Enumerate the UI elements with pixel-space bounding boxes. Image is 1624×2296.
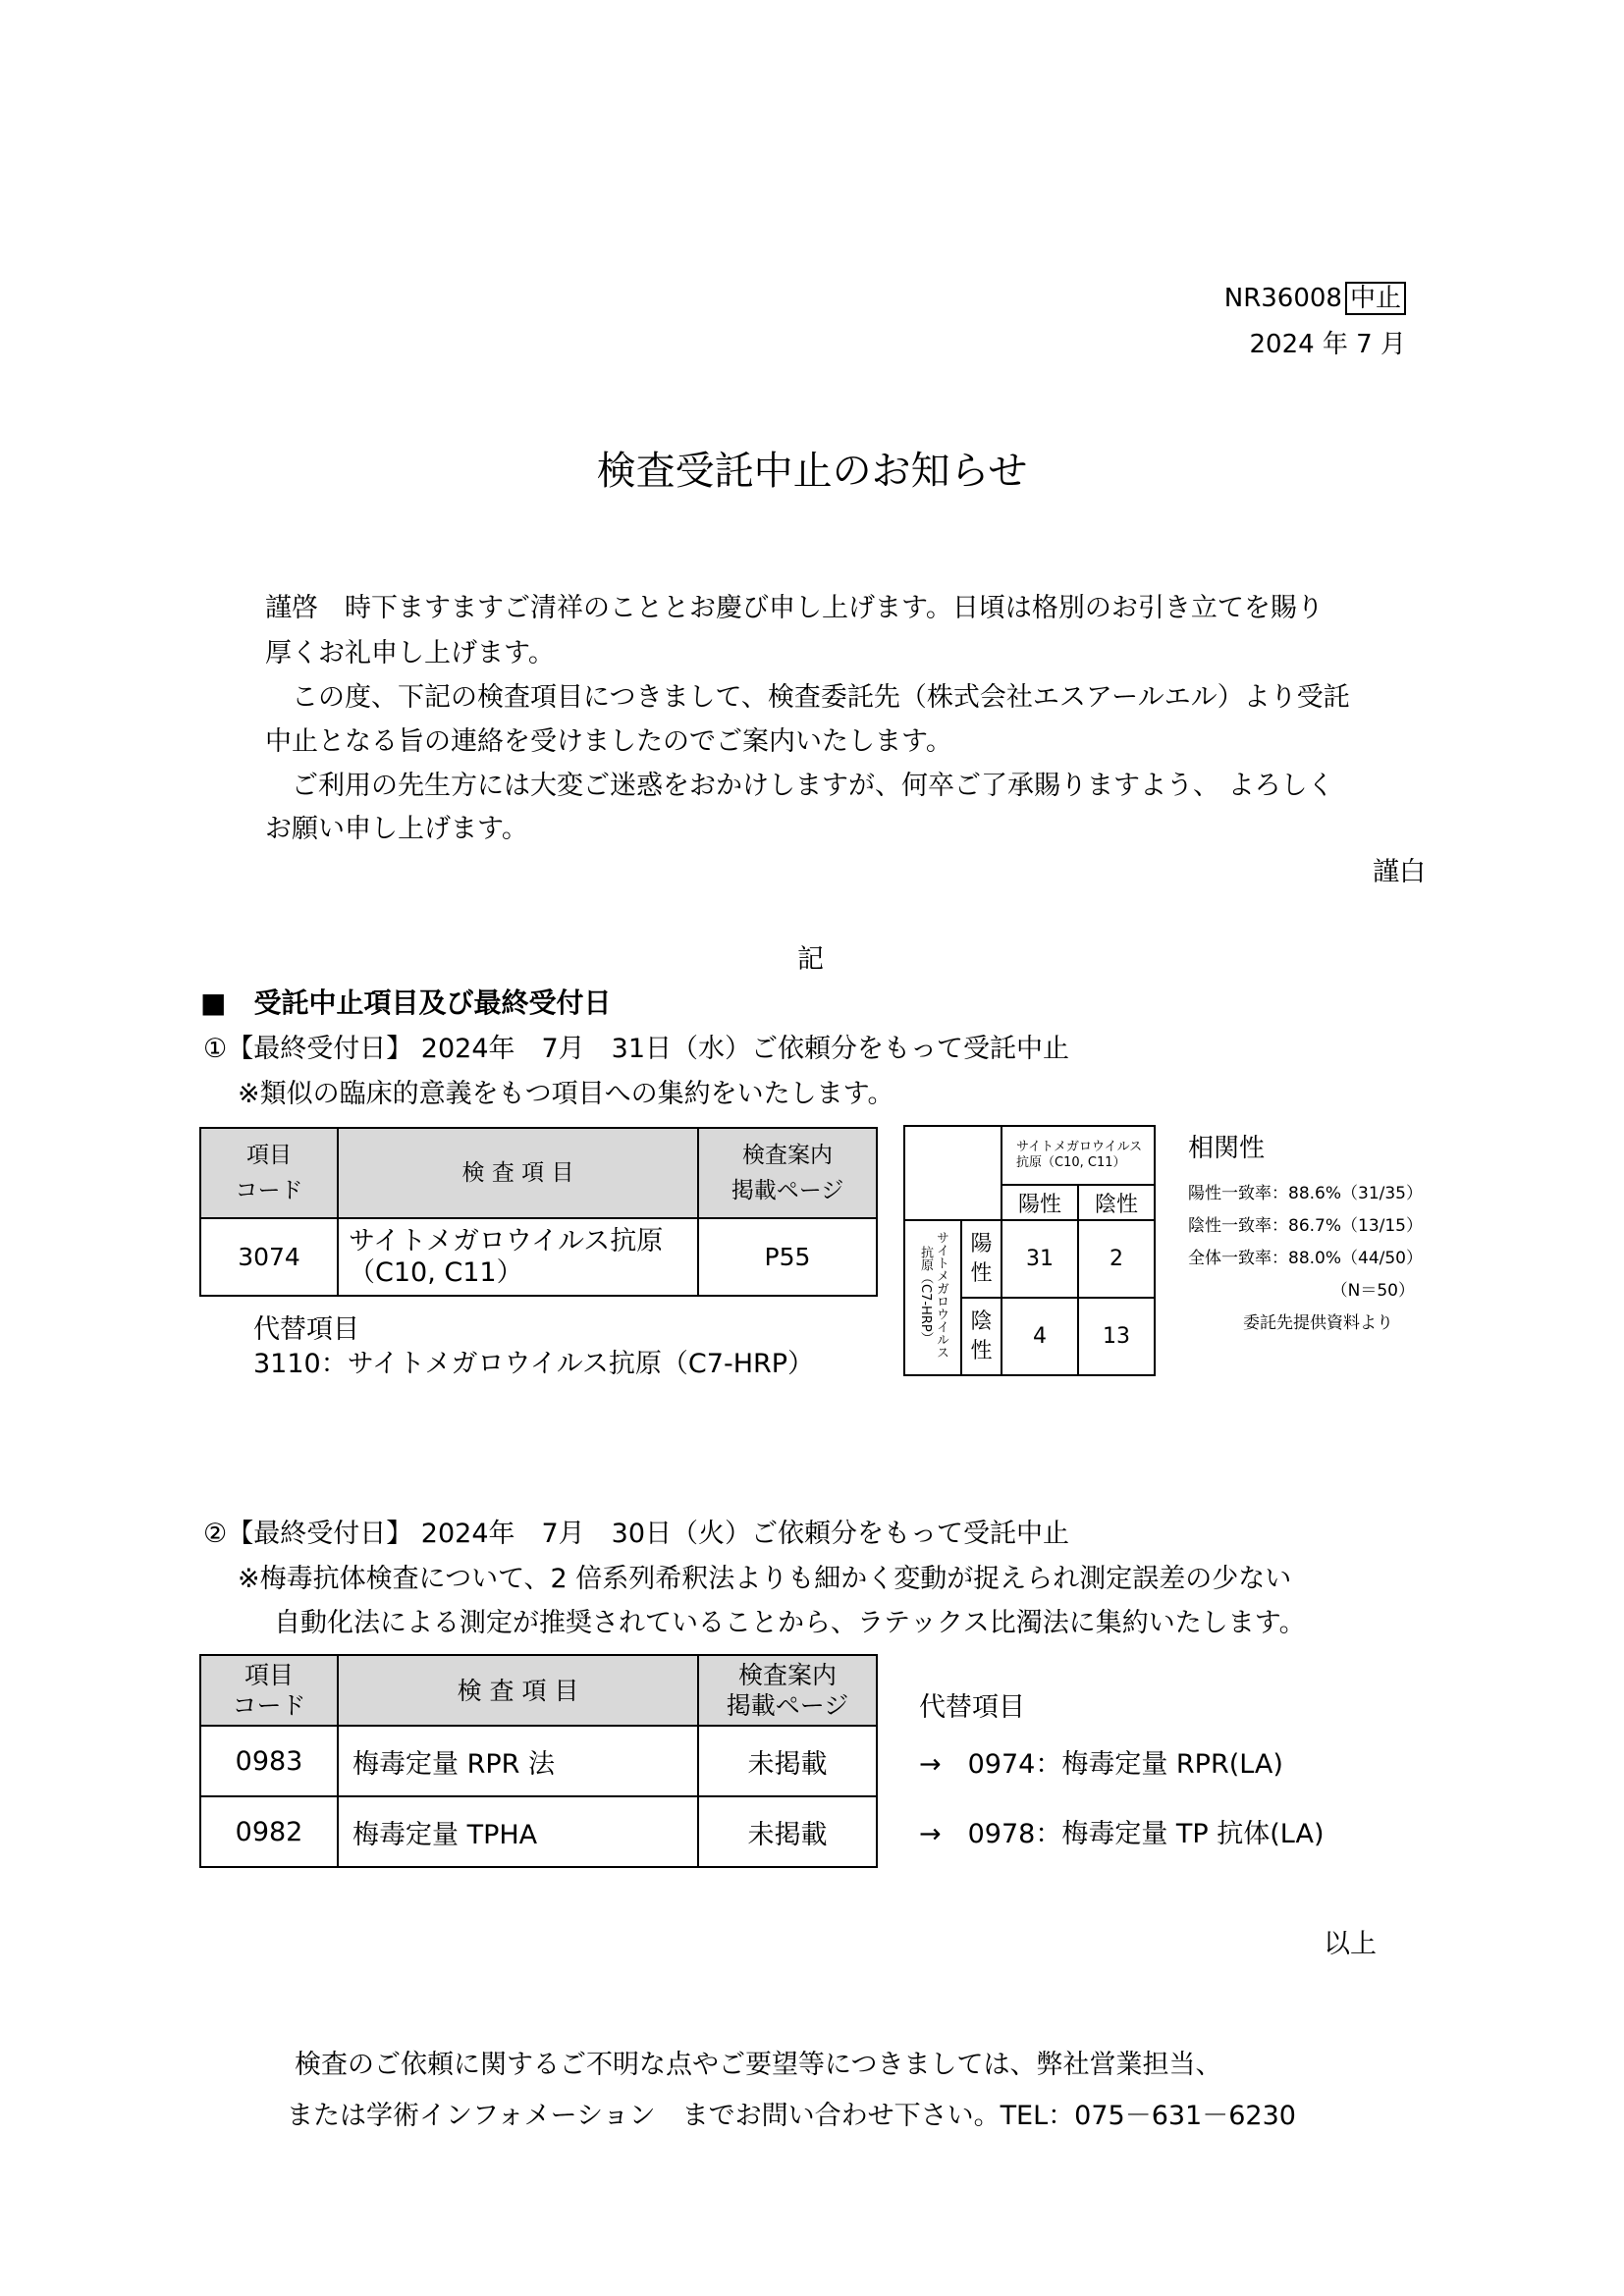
item2-table	[199, 1654, 878, 1868]
ijou-mark: 以上	[1324, 1929, 1377, 1959]
intro-line: この度、下記の検査項目につきまして、検査委託先（株式会社エスアールエル）より受託	[265, 682, 1350, 713]
table-row	[200, 1218, 877, 1296]
stats-total-agree: 全体一致率：88.0%（44/50）	[1188, 1249, 1423, 1268]
item2-alt-label: 代替項目	[919, 1692, 1025, 1723]
corr-cell-pn: 2	[1078, 1220, 1155, 1298]
correlation-table	[903, 1125, 1156, 1376]
col-header-code: 項目 コード	[200, 1655, 338, 1726]
contact-line1: 検査のご依頼に関するご不明な点やご要望等につきましては、弊社営業担当、	[295, 2050, 1222, 2080]
table-row	[200, 1796, 877, 1867]
col-header-page: 検査案内 掲載ページ	[698, 1128, 877, 1218]
corr-corner	[904, 1126, 1001, 1220]
corr-cell-pp: 31	[1001, 1220, 1078, 1298]
item-code: 3074	[200, 1218, 338, 1296]
ki-mark: 記	[797, 944, 824, 975]
item2-alt-0983: → 0974：梅毒定量 RPR(LA)	[919, 1749, 1283, 1780]
corr-pos-col: 陽性	[1001, 1185, 1078, 1220]
item-code: 0983	[200, 1726, 338, 1796]
item-page: P55	[698, 1218, 877, 1296]
item1-table	[199, 1127, 878, 1297]
item1-alt-item: 3110：サイトメガロウイルス抗原（C7-HRP）	[253, 1349, 815, 1379]
intro-line: 厚くお礼申し上げます。	[265, 638, 555, 668]
item-name: 梅毒定量 TPHA	[338, 1796, 698, 1867]
stats-source: 委託先提供資料より	[1243, 1313, 1393, 1333]
corr-neg-row: 陰 性	[961, 1298, 1001, 1375]
col-header-page: 検査案内 掲載ページ	[698, 1655, 877, 1726]
corr-col-header: サイトメガロウイルス 抗原（C10, C11）	[1001, 1126, 1155, 1185]
intro-line: 謹啓 時下ますますご清祥のこととお慶び申し上げます。日頃は格別のお引き立てを賜り	[265, 593, 1324, 623]
status-badge: 中止	[1345, 282, 1406, 315]
stats-pos-agree: 陽性一致率：88.6%（31/35）	[1188, 1184, 1423, 1203]
item2-deadline: ②【最終受付日】 2024年 7月 30日（火）ご依頼分をもって受託中止	[203, 1519, 1070, 1549]
intro-line: お願い申し上げます。	[265, 814, 528, 844]
intro-line: 中止となる旨の連絡を受けましたのでご案内いたします。	[265, 726, 952, 757]
corr-row-header: サイトメガロウイルス 抗原（C7-HRP）	[904, 1220, 961, 1375]
item1-deadline: ①【最終受付日】 2024年 7月 31日（水）ご依頼分をもって受託中止	[203, 1034, 1070, 1064]
stats-n: （N＝50）	[1330, 1281, 1415, 1301]
item2-note-line2: 自動化法による測定が推奨されていることから、ラテックス比濁法に集約いたします。	[274, 1608, 1306, 1638]
col-header-item: 検 査 項 目	[338, 1128, 698, 1218]
col-header-item: 検 査 項 目	[338, 1655, 698, 1726]
col-header-code: 項目 コード	[200, 1128, 338, 1218]
document-code: NR36008 中止	[1224, 278, 1406, 314]
item-code: 0982	[200, 1796, 338, 1867]
table-row	[200, 1726, 877, 1796]
closing-word: 謹白	[1373, 857, 1426, 887]
stats-neg-agree: 陰性一致率：86.7%（13/15）	[1188, 1216, 1423, 1236]
intro-line: ご利用の先生方には大変ご迷惑をおかけしますが、何卒ご了承賜りますよう、 よろしく	[265, 771, 1334, 801]
corr-neg-col: 陰性	[1078, 1185, 1155, 1220]
corr-pos-row: 陽 性	[961, 1220, 1001, 1298]
document-date: 2024 年 7 月	[1249, 330, 1406, 359]
contact-line2: または学術インフォメーション までお問い合わせ下さい。TEL：075－631－6230	[287, 2101, 1296, 2131]
correlation-stats	[1188, 1127, 1423, 1340]
item-name: 梅毒定量 RPR 法	[338, 1726, 698, 1796]
item-page: 未掲載	[698, 1726, 877, 1796]
page-title: 検査受託中止のお知らせ	[596, 449, 1028, 494]
item2-alt-0982: → 0978：梅毒定量 TP 抗体(LA)	[919, 1819, 1325, 1849]
item1-note: ※類似の臨床的意義をもつ項目への集約をいたします。	[238, 1079, 894, 1109]
item-name: サイトメガロウイルス抗原 （C10, C11）	[338, 1218, 698, 1296]
corr-cell-nn: 13	[1078, 1298, 1155, 1375]
section-heading: ■ 受託中止項目及び最終受付日	[200, 987, 612, 1019]
item2-note-line1: ※梅毒抗体検査について、2 倍系列希釈法よりも細かく変動が捉えられ測定誤差の少ない	[238, 1564, 1292, 1594]
corr-cell-np: 4	[1001, 1298, 1078, 1375]
item-page: 未掲載	[698, 1796, 877, 1867]
stats-title: 相関性	[1188, 1134, 1266, 1163]
item1-alt-label: 代替項目	[253, 1314, 359, 1345]
